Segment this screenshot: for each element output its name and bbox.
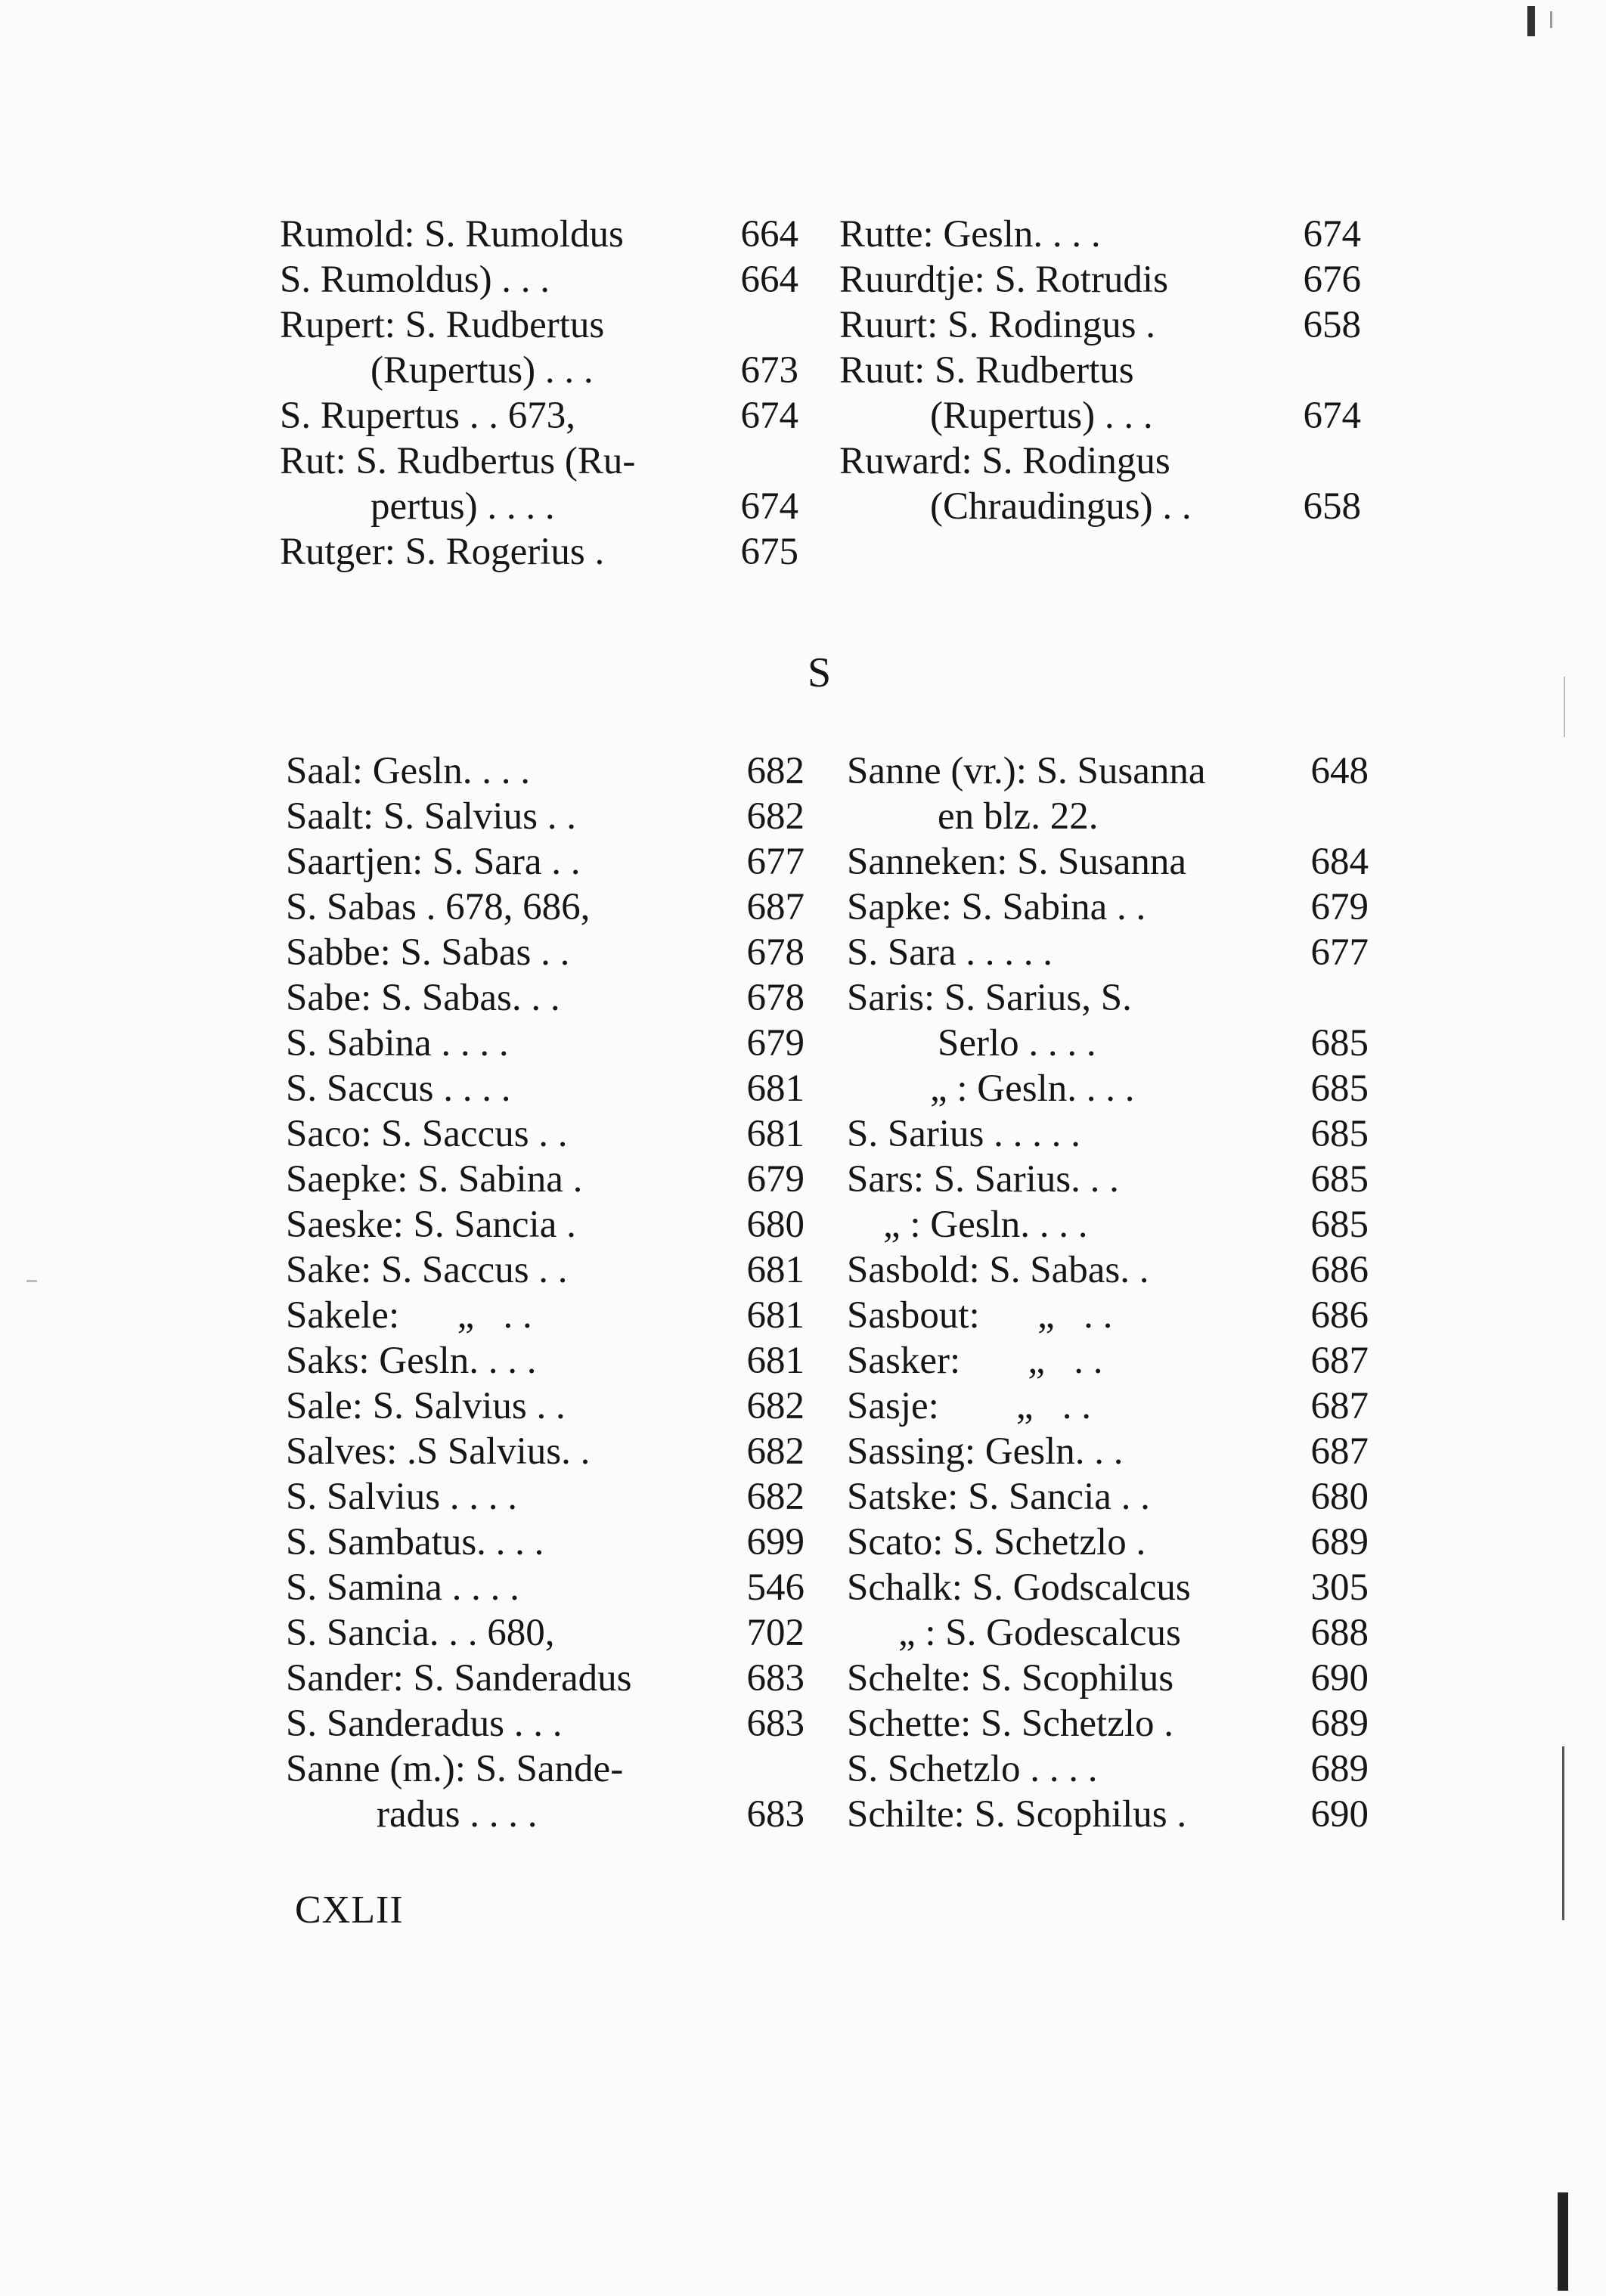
top-left-column <box>280 212 798 575</box>
entry-page: 686 <box>1310 1294 1369 1337</box>
index-entry <box>847 1066 1369 1111</box>
entry-text: S. Rumoldus) . . . <box>280 259 550 301</box>
index-entry <box>847 1565 1369 1610</box>
entry-page: 702 <box>746 1612 805 1654</box>
index-entry <box>847 1610 1369 1656</box>
entry-page: 687 <box>1310 1385 1369 1427</box>
entry-page: 681 <box>746 1340 805 1382</box>
scan-mark <box>1550 11 1552 28</box>
index-entry <box>286 1520 805 1565</box>
entry-text: Scato: S. Schetzlo . <box>847 1521 1146 1563</box>
entry-text: Saris: S. Sarius, S. <box>847 977 1132 1019</box>
entry-page: 682 <box>746 1476 805 1518</box>
index-entry <box>280 484 798 529</box>
entry-page: 677 <box>746 841 805 883</box>
entry-text: Rut: S. Rudbertus (Ru- <box>280 440 636 482</box>
entry-page: 690 <box>1310 1793 1369 1836</box>
index-entry <box>847 1293 1369 1338</box>
entry-text: S. Schetzlo . . . . <box>847 1748 1098 1790</box>
section-letter: S <box>808 649 832 696</box>
entry-text: Rutte: Gesln. . . . <box>839 213 1101 256</box>
index-entry <box>286 748 805 794</box>
entry-page: 681 <box>746 1113 805 1155</box>
entry-text: Schalk: S. Godscalcus <box>847 1566 1191 1609</box>
entry-page: 658 <box>1303 304 1361 346</box>
index-entry <box>286 1746 805 1792</box>
entry-text: Ruurt: S. Rodingus . <box>839 304 1155 346</box>
index-entry <box>847 1157 1369 1202</box>
entry-text: „ : S. Godescalcus <box>898 1612 1181 1654</box>
index-entry <box>847 839 1369 885</box>
entry-page: 687 <box>746 886 805 928</box>
entry-text: S. Sabina . . . . <box>286 1022 509 1064</box>
entry-page: 683 <box>746 1793 805 1836</box>
entry-page: 673 <box>740 349 798 392</box>
index-entry <box>280 529 798 575</box>
entry-page: 674 <box>740 485 798 528</box>
entry-text: Ruut: S. Rudbertus <box>839 349 1134 392</box>
entry-text: S. Sara . . . . . <box>847 931 1053 974</box>
entry-text: Sanne (m.): S. Sande- <box>286 1748 624 1790</box>
entry-text: S. Sancia. . . 680, <box>286 1612 555 1654</box>
entry-page: 658 <box>1303 485 1361 528</box>
entry-text: Rumold: S. Rumoldus <box>280 213 624 256</box>
entry-text: (Chraudingus) . . <box>930 485 1192 528</box>
entry-page: 675 <box>740 531 798 573</box>
entry-text: Sasje: „ . . <box>847 1385 1091 1427</box>
entry-page: 685 <box>1310 1022 1369 1064</box>
index-entry <box>286 1157 805 1202</box>
entry-text: Sander: S. Sanderadus <box>286 1657 632 1700</box>
entry-text: S. Sabas . 678, 686, <box>286 886 591 928</box>
index-entry <box>847 1111 1369 1157</box>
entry-text: Sale: S. Salvius . . <box>286 1385 566 1427</box>
entry-page: 678 <box>746 977 805 1019</box>
entry-text: S. Salvius . . . . <box>286 1476 518 1518</box>
index-entry <box>286 1474 805 1520</box>
entry-page: 685 <box>1310 1204 1369 1246</box>
entry-text: Schette: S. Schetzlo . <box>847 1703 1174 1745</box>
bottom-right-column <box>847 748 1369 1837</box>
index-entry <box>847 930 1369 975</box>
entry-text: Sasbout: „ . . <box>847 1294 1113 1337</box>
index-entry <box>286 1383 805 1429</box>
index-entry <box>286 794 805 839</box>
index-entry <box>286 1247 805 1293</box>
entry-page: 681 <box>746 1249 805 1291</box>
entry-page: 685 <box>1310 1067 1369 1110</box>
index-entry <box>286 1429 805 1474</box>
index-entry <box>847 1656 1369 1701</box>
entry-text: Rupert: S. Rudbertus <box>280 304 605 346</box>
page-folio: CXLII <box>295 1889 404 1932</box>
index-entry <box>286 1202 805 1247</box>
index-entry <box>286 885 805 930</box>
entry-text: Rutger: S. Rogerius . <box>280 531 605 573</box>
entry-page: 682 <box>746 1385 805 1427</box>
entry-text: Sanneken: S. Susanna <box>847 841 1187 883</box>
entry-page: 664 <box>740 259 798 301</box>
entry-text: radus . . . . <box>377 1793 538 1836</box>
index-entry <box>286 1338 805 1383</box>
entry-text: pertus) . . . . <box>370 485 555 528</box>
entry-text: Sakele: „ . . <box>286 1294 532 1337</box>
index-entry <box>839 257 1361 302</box>
index-entry <box>280 302 798 348</box>
index-entry <box>847 748 1369 794</box>
index-entry <box>286 975 805 1021</box>
entry-page: 685 <box>1310 1113 1369 1155</box>
entry-page: 679 <box>746 1022 805 1064</box>
entry-page: 676 <box>1303 259 1361 301</box>
entry-page: 681 <box>746 1067 805 1110</box>
entry-page: 681 <box>746 1294 805 1337</box>
entry-text: „ : Gesln. . . . <box>930 1067 1135 1110</box>
entry-page: 689 <box>1310 1703 1369 1745</box>
index-entry <box>286 1656 805 1701</box>
index-entry <box>286 1066 805 1111</box>
index-entry <box>286 839 805 885</box>
entry-text: Sasbold: S. Sabas. . <box>847 1249 1149 1291</box>
entry-page: 682 <box>746 795 805 838</box>
scan-mark <box>1562 1746 1564 1920</box>
index-entry <box>847 1746 1369 1792</box>
entry-text: Schilte: S. Scophilus . <box>847 1793 1187 1836</box>
entry-page: 680 <box>1310 1476 1369 1518</box>
index-entry <box>286 930 805 975</box>
entry-text: Serlo . . . . <box>938 1022 1096 1064</box>
entry-page: 678 <box>746 931 805 974</box>
index-entry <box>847 885 1369 930</box>
index-entry <box>847 1429 1369 1474</box>
index-entry <box>839 348 1361 393</box>
index-entry <box>280 257 798 302</box>
top-right-column <box>839 212 1361 529</box>
entry-text: Saepke: S. Sabina . <box>286 1158 583 1201</box>
index-entry <box>286 1021 805 1066</box>
entry-page: 687 <box>1310 1430 1369 1473</box>
entry-text: Saal: Gesln. . . . <box>286 750 530 792</box>
scan-mark <box>1527 6 1535 36</box>
entry-text: S. Rupertus . . 673, <box>280 395 576 437</box>
entry-page: 690 <box>1310 1657 1369 1700</box>
index-entry <box>280 212 798 257</box>
index-entry <box>286 1565 805 1610</box>
entry-page: 664 <box>740 213 798 256</box>
entry-text: Ruward: S. Rodingus <box>839 440 1170 482</box>
entry-page: 677 <box>1310 931 1369 974</box>
index-entry <box>280 393 798 438</box>
index-entry <box>847 975 1369 1021</box>
entry-text: Sanne (vr.): S. Susanna <box>847 750 1206 792</box>
index-entry <box>286 1293 805 1338</box>
entry-text: Sasker: „ . . <box>847 1340 1103 1382</box>
index-entry <box>286 1111 805 1157</box>
scan-mark <box>26 1280 37 1282</box>
entry-text: Saco: S. Saccus . . <box>286 1113 568 1155</box>
entry-page: 686 <box>1310 1249 1369 1291</box>
index-entry <box>847 1383 1369 1429</box>
index-entry <box>286 1792 805 1837</box>
index-entry <box>280 438 798 484</box>
entry-page: 305 <box>1310 1566 1369 1609</box>
bottom-left-column <box>286 748 805 1837</box>
entry-page: 683 <box>746 1703 805 1745</box>
scan-mark <box>1558 2192 1568 2291</box>
entry-page: 699 <box>746 1521 805 1563</box>
entry-page: 674 <box>740 395 798 437</box>
index-entry <box>847 1338 1369 1383</box>
entry-text: S. Saccus . . . . <box>286 1067 511 1110</box>
index-entry <box>839 212 1361 257</box>
entry-text: Saalt: S. Salvius . . <box>286 795 576 838</box>
entry-text: Saeske: S. Sancia . <box>286 1204 576 1246</box>
entry-text: Salves: .S Salvius. . <box>286 1430 591 1473</box>
entry-text: Sars: S. Sarius. . . <box>847 1158 1119 1201</box>
entry-text: Ruurdtje: S. Rotrudis <box>839 259 1168 301</box>
entry-text: Sassing: Gesln. . . <box>847 1430 1124 1473</box>
entry-page: 684 <box>1310 841 1369 883</box>
index-entry <box>847 794 1369 839</box>
entry-text: Sabbe: S. Sabas . . <box>286 931 570 974</box>
index-entry <box>839 302 1361 348</box>
index-entry <box>847 1202 1369 1247</box>
entry-text: Schelte: S. Scophilus <box>847 1657 1174 1700</box>
index-entry <box>847 1247 1369 1293</box>
entry-page: 688 <box>1310 1612 1369 1654</box>
entry-page: 674 <box>1303 395 1361 437</box>
entry-page: 689 <box>1310 1748 1369 1790</box>
index-entry <box>847 1520 1369 1565</box>
scan-mark <box>1564 677 1565 737</box>
entry-text: Satske: S. Sancia . . <box>847 1476 1150 1518</box>
entry-text: Sapke: S. Sabina . . <box>847 886 1146 928</box>
entry-text: Sabe: S. Sabas. . . <box>286 977 560 1019</box>
entry-page: 682 <box>746 750 805 792</box>
entry-page: 648 <box>1310 750 1369 792</box>
index-entry <box>847 1474 1369 1520</box>
index-entry <box>839 393 1361 438</box>
entry-text: (Rupertus) . . . <box>370 349 594 392</box>
entry-text: Saks: Gesln. . . . <box>286 1340 537 1382</box>
index-entry <box>847 1701 1369 1746</box>
entry-text: Sake: S. Saccus . . <box>286 1249 568 1291</box>
entry-text: S. Sarius . . . . . <box>847 1113 1080 1155</box>
index-entry <box>847 1021 1369 1066</box>
entry-text: S. Sambatus. . . . <box>286 1521 544 1563</box>
entry-page: 546 <box>746 1566 805 1609</box>
entry-page: 679 <box>746 1158 805 1201</box>
entry-page: 679 <box>1310 886 1369 928</box>
index-entry <box>847 1792 1369 1837</box>
entry-page: 682 <box>746 1430 805 1473</box>
entry-text: „ : Gesln. . . . <box>883 1204 1088 1246</box>
entry-page: 680 <box>746 1204 805 1246</box>
entry-page: 687 <box>1310 1340 1369 1382</box>
index-entry <box>286 1701 805 1746</box>
entry-text: en blz. 22. <box>938 795 1099 838</box>
index-entry <box>839 438 1361 484</box>
entry-text: S. Sanderadus . . . <box>286 1703 563 1745</box>
entry-page: 674 <box>1303 213 1361 256</box>
entry-page: 685 <box>1310 1158 1369 1201</box>
index-entry <box>839 484 1361 529</box>
entry-text: (Rupertus) . . . <box>930 395 1153 437</box>
entry-text: Saartjen: S. Sara . . <box>286 841 581 883</box>
entry-page: 689 <box>1310 1521 1369 1563</box>
index-entry <box>286 1610 805 1656</box>
index-entry <box>280 348 798 393</box>
entry-text: S. Samina . . . . <box>286 1566 519 1609</box>
entry-page: 683 <box>746 1657 805 1700</box>
